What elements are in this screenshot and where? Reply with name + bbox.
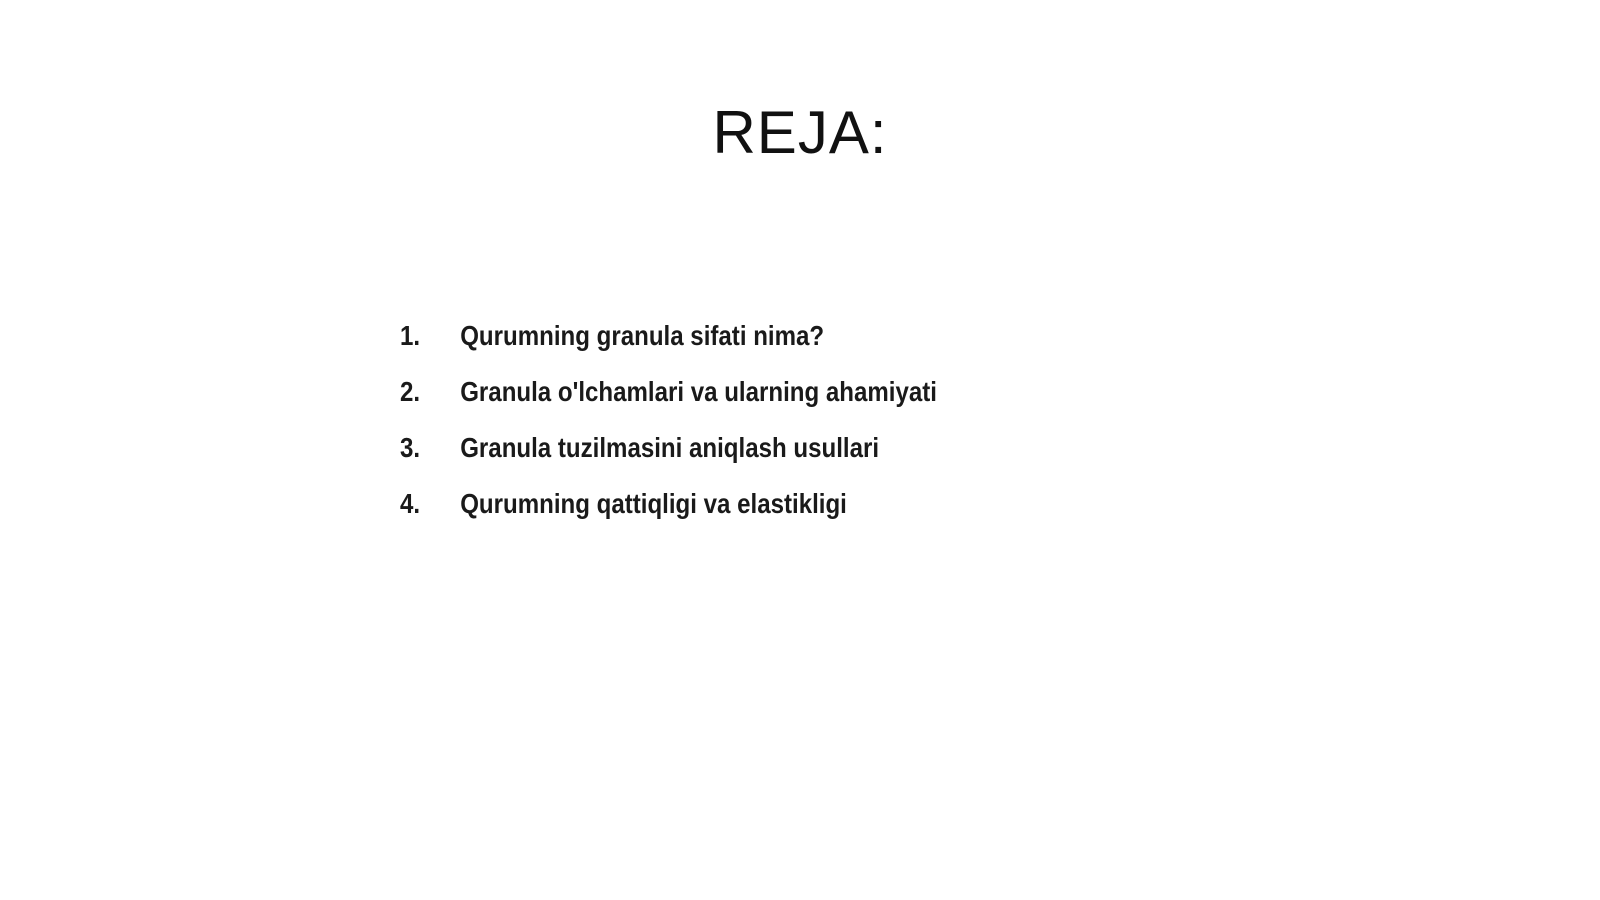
plan-item-text: Qurumning granula sifati nima? <box>460 320 825 351</box>
plan-item-text: Granula o'lchamlari va ularning ahamiyati <box>460 376 937 407</box>
plan-item-1 <box>400 320 1174 376</box>
plan-item-3 <box>400 432 1174 488</box>
slide-title: REJA: <box>712 99 888 166</box>
plan-item-number: 4. <box>400 488 421 519</box>
plan-item-number: 2. <box>400 376 421 407</box>
plan-item-text: Qurumning qattiqligi va elastikligi <box>460 488 847 519</box>
plan-item-number: 1. <box>400 320 421 351</box>
plan-item-number: 3. <box>400 432 421 463</box>
plan-list <box>400 320 1300 544</box>
plan-item-4 <box>400 488 1174 544</box>
plan-item-text: Granula tuzilmasini aniqlash usullari <box>460 432 880 463</box>
plan-item-2 <box>400 376 1174 432</box>
